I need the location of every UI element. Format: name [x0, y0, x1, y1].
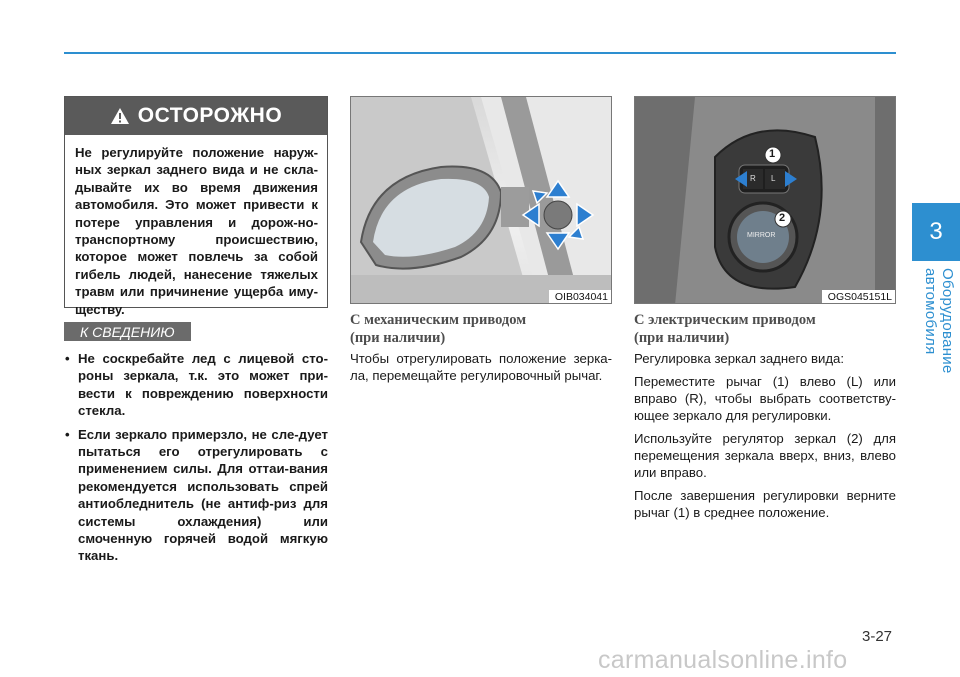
knob-label: MIRROR — [747, 232, 776, 239]
notice-list — [64, 350, 328, 571]
paragraph: Регулировка зеркал заднего вида: — [634, 351, 845, 366]
electric-mirror-figure — [634, 96, 896, 304]
caution-header — [65, 97, 327, 135]
paragraph: Переместите рычаг (1) влево (L) или вправо (R), чтобы выбрать соответству-ющее зеркало для регулировки. — [634, 374, 896, 423]
manual-section-heading — [350, 311, 526, 347]
list-item — [64, 426, 328, 565]
bullet-dot: • — [65, 351, 70, 366]
paragraph: Используйте регулятор зеркал (2) для перемещения зеркала вверх, вниз, влево или вправо. — [634, 431, 896, 480]
electric-section-text — [634, 350, 896, 527]
caution-text: Не регулируйте положение наруж-ных зеркал заднего вида и не скла-дывайте их во время движения автомобиля. Это может привести к потере управления и дорож-но-транспортному происшествию, которое может повлечь за собой гибель людей, нанесение тяжелых травм или причинение ущерба иму-ществу. — [75, 145, 318, 317]
paragraph: После завершения регулировки верните рычаг (1) в среднее положение. — [634, 488, 896, 520]
chapter-title: Оборудование автомобиля — [922, 268, 956, 374]
caution-box — [64, 96, 328, 317]
figure-code: OIB034041 — [549, 290, 611, 303]
figure-code: OGS045151L — [822, 290, 895, 303]
chapter-tab[interactable] — [912, 203, 960, 261]
heading-line: (при наличии) — [634, 330, 730, 346]
paragraph: Чтобы отрегулировать положение зерка-ла, перемещайте регулировочный рычаг. — [350, 351, 612, 383]
heading-line: С электрическим приводом — [634, 312, 816, 328]
mirror-switch-illustration — [635, 97, 896, 304]
header-rule — [64, 52, 896, 54]
chapter-number: 3 — [929, 218, 943, 245]
callout-2: 2 — [779, 212, 786, 224]
switch-label-right: R — [750, 174, 756, 183]
list-item — [64, 350, 328, 420]
callout-1: 1 — [769, 148, 776, 160]
heading-line: С механическим приводом — [350, 312, 527, 328]
switch-label-left: L — [771, 174, 776, 183]
heading-line: (при наличии) — [350, 330, 446, 346]
notice-item-text: Не соскребайте лед с лицевой сто-роны зеркала, т.к. это может при-вести к повреждению поверхности стекла. — [78, 351, 328, 419]
warning-icon — [110, 107, 130, 125]
manual-section-text — [350, 350, 612, 390]
page-number: 3-27 — [862, 628, 893, 645]
notice-label: К СВЕДЕНИЮ — [64, 322, 191, 341]
electric-section-heading — [634, 311, 816, 347]
caution-title: ОСТОРОЖНО — [137, 104, 283, 127]
watermark: carmanualsonline.info — [598, 646, 848, 674]
bullet-dot: • — [65, 426, 70, 442]
manual-mirror-illustration — [351, 97, 612, 304]
notice-item-text: Если зеркало примерзло, не сле-дует пытаться его отрегулировать с применением силы. Для оттаи-вания рекомендуется использовать спрей антиобледнитель (не антиф-риз для системы охлаждения) или смоченную горячей водой мягкую ткань. — [78, 426, 328, 564]
manual-mirror-figure — [350, 96, 612, 304]
